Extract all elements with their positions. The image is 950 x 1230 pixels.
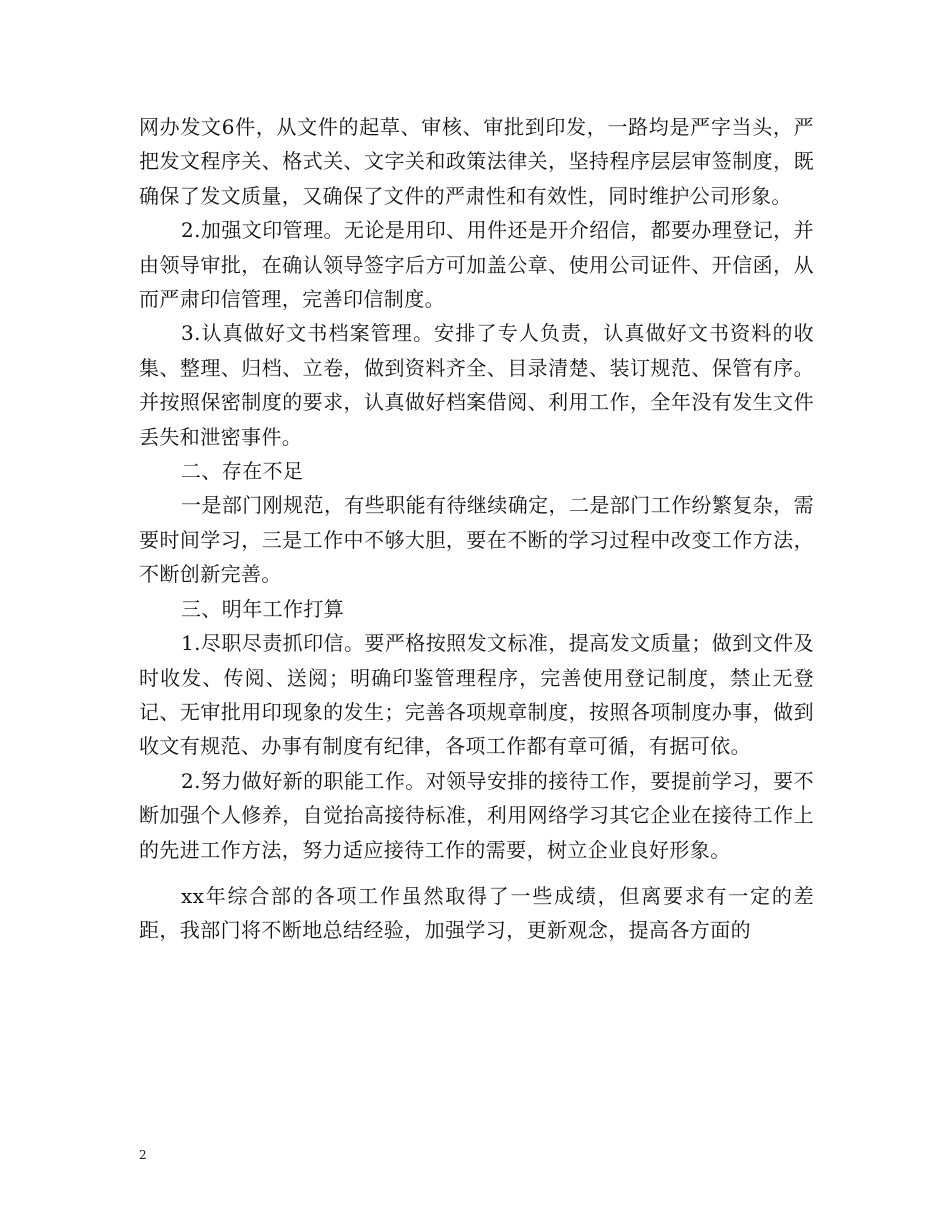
paragraph-issued-documents: 网办发文6件，从文件的起草、审核、审批到印发，一路均是严字当头，严把发文程序关、格式关、文字关和政策法律关，坚持程序层层审签制度，既确保了发文质量，又确保了文件的严肃性和有效性，同时维护公司形象。 [139,115,814,208]
section-heading-next-year-plan: 三、明年工作打算 [181,596,345,621]
page-number: 2 [139,1148,147,1162]
paragraph-summary: xx年综合部的各项工作虽然取得了一些成绩，但离要求有一定的差距，我部门将不断地总结经验，加强学习，更新观念，提高各方面的 [139,883,814,943]
paragraph-plan-seal-duty: 1.尽职尽责抓印信。要严格按照发文标准，提高发文质量；做到文件及时收发、传阅、送阅；明确印鉴管理程序，完善使用登记制度，禁止无登记、无审批用印现象的发生；完善各项规章制度，按照各项制度办事，做到收文有规范、办事有制度有纪律，各项工作都有章可循，有据可依。 [139,631,814,759]
section-heading-shortcomings: 二、存在不足 [181,459,304,484]
paragraph-archive-management: 3.认真做好文书档案管理。安排了专人负责，认真做好文书资料的收集、整理、归档、立卷，做到资料齐全、目录清楚、装订规范、保管有序。并按照保密制度的要求，认真做好档案借阅、利用工作，全年没有发生文件丢失和泄密事件。 [139,321,814,449]
document-body [139,110,814,948]
paragraph-plan-reception-work: 2.努力做好新的职能工作。对领导安排的接待工作，要提前学习，要不断加强个人修养，自觉抬高接待标准，利用网络学习其它企业在接待工作上的先进工作方法，努力适应接待工作的需要，树立企业良好形象。 [139,768,814,862]
paragraph-seal-management: 2.加强文印管理。无论是用印、用件还是开介绍信，都要办理登记，并由领导审批，在确认领导签字后方可加盖公章、使用公司证件、开信函，从而严肃印信管理，完善印信制度。 [139,218,814,312]
paragraph-shortcomings: 一是部门刚规范，有些职能有待继续确定，二是部门工作纷繁复杂，需要时间学习，三是工作中不够大胆，要在不断的学习过程中改变工作方法，不断创新完善。 [139,493,814,587]
